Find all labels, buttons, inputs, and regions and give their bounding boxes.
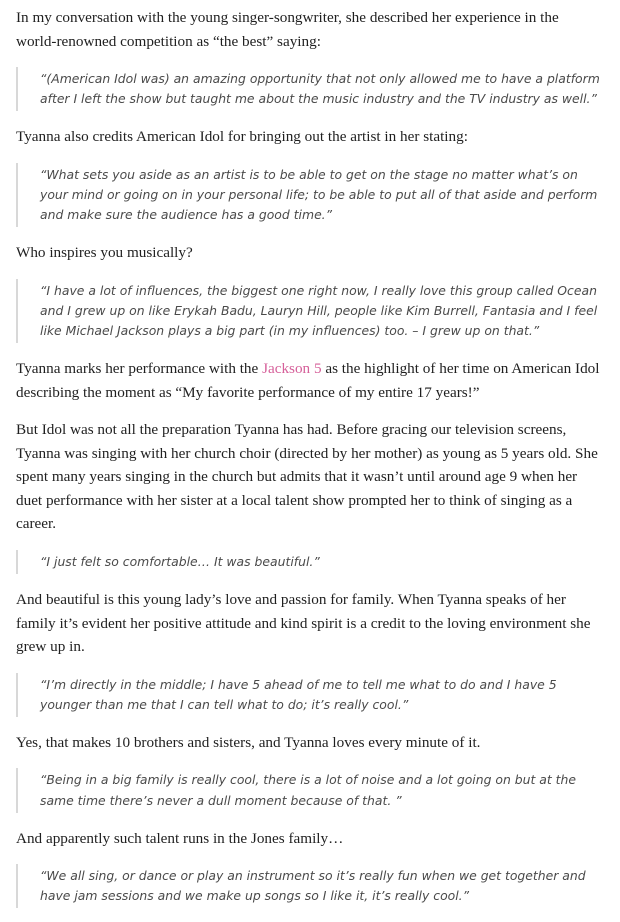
- paragraph-jackson-five: [16, 357, 600, 404]
- paragraph-question-inspires: Who inspires you musically?: [16, 244, 193, 262]
- quote-text: “We all sing, or dance or play an instrument so it’s really fun when we get together and have jam sessions and we make up songs so I like it, it’s really cool.”: [40, 868, 586, 904]
- quote-text: “I’m directly in the middle; I have 5 ahead of me to tell me what to do and I have 5 younger than me that I can tell what to do; it’s really cool.”: [40, 676, 557, 712]
- quote-text: “Being in a big family is really cool, there is a lot of noise and a lot going on but at the same time there’s never a dull moment because of that. ”: [40, 772, 577, 808]
- paragraph-credits-idol: Tyanna also credits American Idol for bringing out the artist in her stating:: [16, 128, 468, 146]
- quote-jam-sessions: [16, 864, 600, 908]
- paragraph-church-choir: But Idol was not all the preparation Tyanna has had. Before gracing our television screens, Tyanna was singing with her church choir (directed by her mother) as young as 5 years old. She spent many years singing in the church but admits that it wasn’t until around age 9 when her duet performance with her sister at a local talent show prompted her to think of singing as a career.: [16, 421, 598, 533]
- paragraph-ten-siblings: Yes, that makes 10 brothers and sisters, and Tyanna loves every minute of it.: [16, 733, 481, 751]
- quote-middle-child: [16, 673, 600, 717]
- quote-text: “What sets you aside as an artist is to be able to get on the stage no matter what’s on your mind or going on in your personal life; to be able to put all of that aside and perform and make sure the audience has a good time.”: [40, 166, 598, 223]
- jackson-5-link[interactable]: Jackson 5: [262, 360, 322, 377]
- paragraph-family-love: And beautiful is this young lady’s love and passion for family. When Tyanna speaks of her family it’s evident her positive attitude and kind spirit is a credit to the loving environment she grew up in.: [16, 591, 591, 656]
- quote-text: “(American Idol was) an amazing opportunity that not only allowed me to have a platform after I left the show but taught me about the music industry and the TV industry as well.”: [40, 71, 600, 107]
- quote-influences: [16, 279, 600, 343]
- paragraph-talent-runs: And apparently such talent runs in the Jones family…: [16, 829, 344, 847]
- paragraph-text-after-link: as the highlight of her time on American Idol describing the moment as “My favorite performance of my entire 17 years!”: [16, 360, 600, 401]
- quote-comfortable: [16, 550, 600, 574]
- paragraph-text-before-link: Tyanna marks her performance with the: [16, 360, 263, 377]
- quote-text: “I have a lot of influences, the biggest one right now, I really love this group called Ocean and I grew up on like Erykah Badu, Lauryn Hill, people like Kim Burrell, Fantasia and I feel like Michael Jackson plays a big part (in my influences) too. – I grew up on that.”: [40, 282, 598, 338]
- quote-text: “I just felt so comfortable… It was beautiful.”: [40, 553, 320, 569]
- quote-what-sets-you-aside: [16, 163, 600, 227]
- quote-best-experience: [16, 67, 600, 111]
- intro-paragraph: In my conversation with the young singer-songwriter, she described her experience in the world-renowned competition as “the best” saying:: [16, 9, 559, 50]
- quote-big-family: [16, 768, 600, 812]
